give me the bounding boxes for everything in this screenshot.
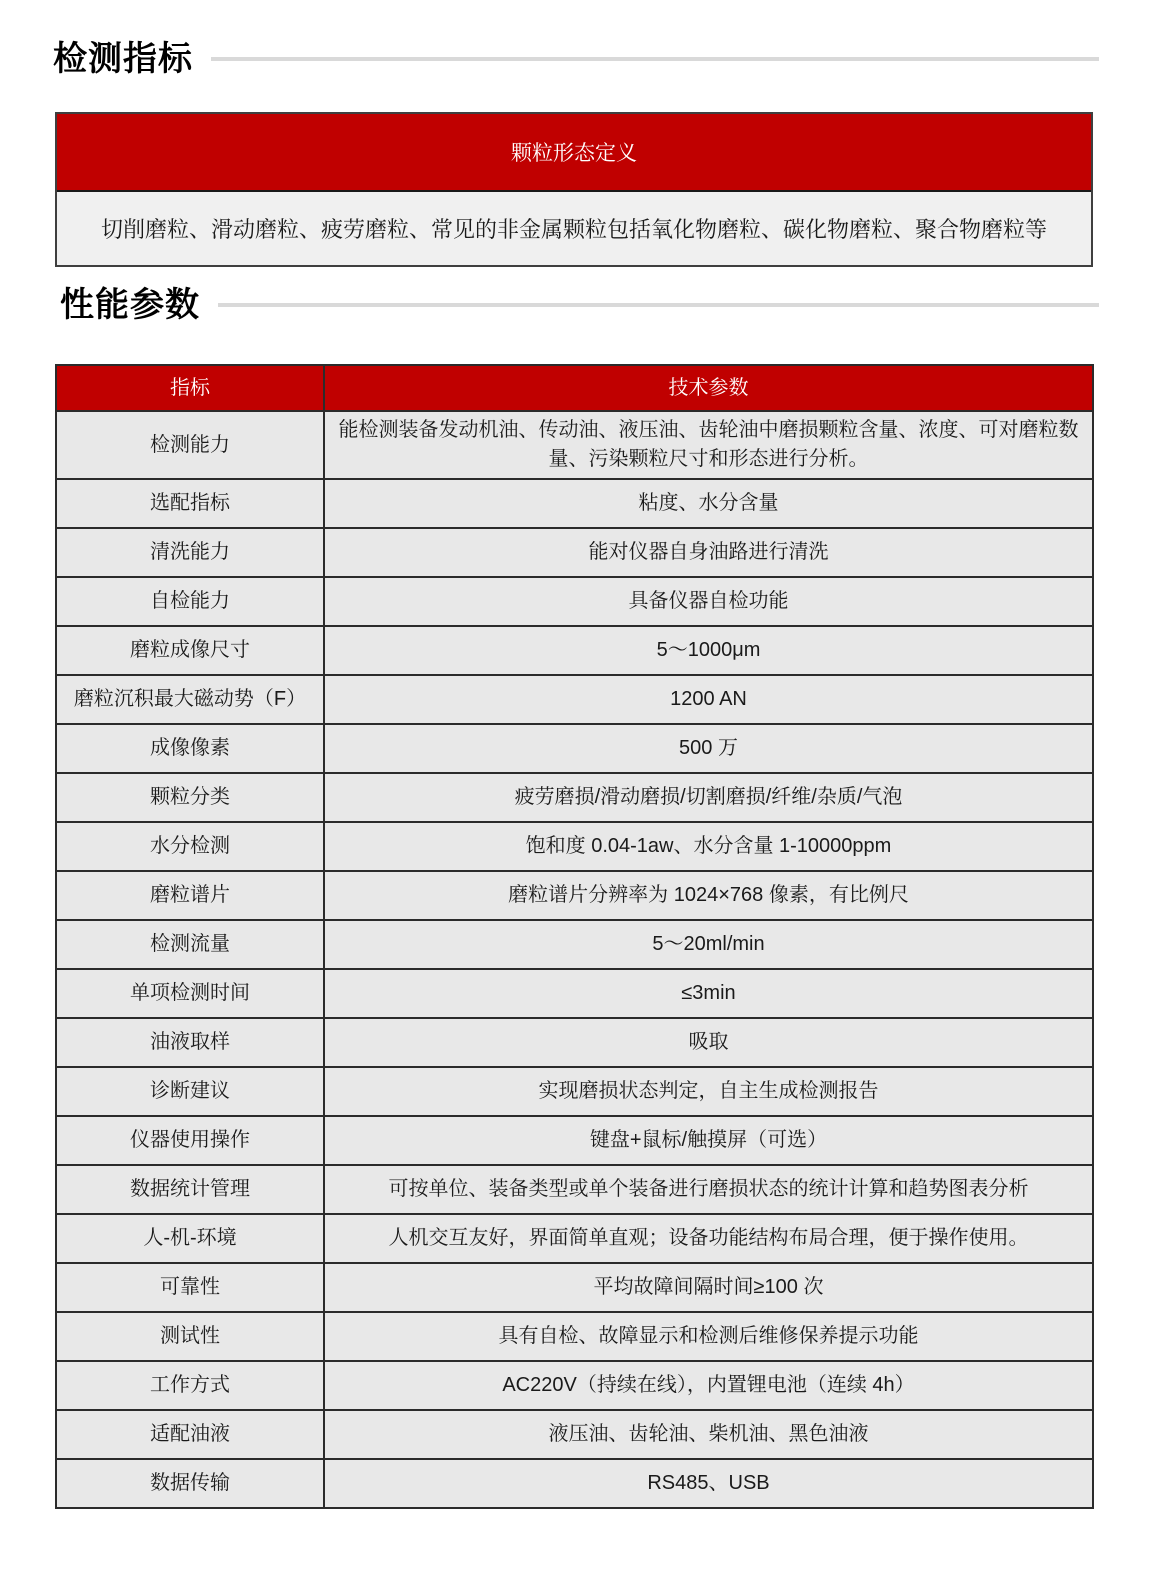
spec-value-cell: 能对仪器自身油路进行清洗 xyxy=(324,528,1093,577)
table-row xyxy=(56,1459,1093,1508)
table-row xyxy=(56,1263,1093,1312)
section-title-detection: 检测指标 xyxy=(53,40,193,78)
spec-table-header xyxy=(56,365,1093,411)
spec-value-cell: 键盘+鼠标/触摸屏（可选） xyxy=(324,1116,1093,1165)
spec-value-cell: 500 万 xyxy=(324,724,1093,773)
spec-label-cell: 检测能力 xyxy=(56,411,324,479)
particle-definition-card xyxy=(55,112,1093,267)
spec-value-cell: RS485、USB xyxy=(324,1459,1093,1508)
table-row xyxy=(56,1361,1093,1410)
table-row xyxy=(56,724,1093,773)
spec-label-cell: 清洗能力 xyxy=(56,528,324,577)
table-row xyxy=(56,1067,1093,1116)
spec-label-cell: 检测流量 xyxy=(56,920,324,969)
spec-label-cell: 人-机-环境 xyxy=(56,1214,324,1263)
table-row xyxy=(56,871,1093,920)
spec-label-cell: 数据统计管理 xyxy=(56,1165,324,1214)
spec-label-cell: 仪器使用操作 xyxy=(56,1116,324,1165)
spec-value-cell: 具有自检、故障显示和检测后维修保养提示功能 xyxy=(324,1312,1093,1361)
col-header-indicator: 指标 xyxy=(56,365,324,411)
table-row xyxy=(56,675,1093,724)
spec-label-cell: 磨粒谱片 xyxy=(56,871,324,920)
table-row xyxy=(56,773,1093,822)
spec-value-cell: 人机交互友好，界面简单直观；设备功能结构布局合理，便于操作使用。 xyxy=(324,1214,1093,1263)
spec-value-cell: 1200 AN xyxy=(324,675,1093,724)
definition-card-body: 切削磨粒、滑动磨粒、疲劳磨粒、常见的非金属颗粒包括氧化物磨粒、碳化物磨粒、聚合物磨粒等 xyxy=(57,192,1091,265)
table-row xyxy=(56,1116,1093,1165)
definition-card-header: 颗粒形态定义 xyxy=(57,114,1091,192)
title-rule xyxy=(218,303,1099,307)
table-row xyxy=(56,1410,1093,1459)
table-row xyxy=(56,528,1093,577)
spec-document-page xyxy=(0,40,1149,1571)
table-row xyxy=(56,479,1093,528)
spec-label-cell: 磨粒沉积最大磁动势（F） xyxy=(56,675,324,724)
spec-label-cell: 数据传输 xyxy=(56,1459,324,1508)
spec-table-body xyxy=(56,411,1093,1508)
table-row xyxy=(56,577,1093,626)
spec-label-cell: 单项检测时间 xyxy=(56,969,324,1018)
spec-value-cell: 吸取 xyxy=(324,1018,1093,1067)
spec-label-cell: 适配油液 xyxy=(56,1410,324,1459)
table-row xyxy=(56,1165,1093,1214)
spec-value-cell: 疲劳磨损/滑动磨损/切割磨损/纤维/杂质/气泡 xyxy=(324,773,1093,822)
col-header-parameter: 技术参数 xyxy=(324,365,1093,411)
spec-value-cell: 饱和度 0.04-1aw、水分含量 1-10000ppm xyxy=(324,822,1093,871)
table-row xyxy=(56,411,1093,479)
table-row xyxy=(56,1018,1093,1067)
table-row xyxy=(56,1312,1093,1361)
spec-label-cell: 可靠性 xyxy=(56,1263,324,1312)
spec-value-cell: 5～1000μm xyxy=(324,626,1093,675)
spec-value-cell: 具备仪器自检功能 xyxy=(324,577,1093,626)
spec-label-cell: 诊断建议 xyxy=(56,1067,324,1116)
table-row xyxy=(56,822,1093,871)
spec-value-cell: AC220V（持续在线），内置锂电池（连续 4h） xyxy=(324,1361,1093,1410)
section-performance-heading xyxy=(60,286,1099,324)
spec-value-cell: 可按单位、装备类型或单个装备进行磨损状态的统计计算和趋势图表分析 xyxy=(324,1165,1093,1214)
table-header-row xyxy=(56,365,1093,411)
table-row xyxy=(56,920,1093,969)
spec-value-cell: 能检测装备发动机油、传动油、液压油、齿轮油中磨损颗粒含量、浓度、可对磨粒数量、污染颗粒尺寸和形态进行分析。 xyxy=(324,411,1093,479)
spec-label-cell: 磨粒成像尺寸 xyxy=(56,626,324,675)
spec-value-cell: 粘度、水分含量 xyxy=(324,479,1093,528)
spec-label-cell: 选配指标 xyxy=(56,479,324,528)
table-row xyxy=(56,1214,1093,1263)
spec-label-cell: 测试性 xyxy=(56,1312,324,1361)
title-rule xyxy=(211,57,1099,61)
spec-value-cell: 液压油、齿轮油、柴机油、黑色油液 xyxy=(324,1410,1093,1459)
spec-label-cell: 水分检测 xyxy=(56,822,324,871)
spec-table xyxy=(55,364,1094,1509)
section-detection-heading xyxy=(53,40,1099,78)
spec-value-cell: 5～20ml/min xyxy=(324,920,1093,969)
spec-label-cell: 油液取样 xyxy=(56,1018,324,1067)
spec-label-cell: 工作方式 xyxy=(56,1361,324,1410)
table-row xyxy=(56,626,1093,675)
spec-value-cell: ≤3min xyxy=(324,969,1093,1018)
spec-label-cell: 成像像素 xyxy=(56,724,324,773)
spec-label-cell: 自检能力 xyxy=(56,577,324,626)
spec-value-cell: 平均故障间隔时间≥100 次 xyxy=(324,1263,1093,1312)
section-title-performance: 性能参数 xyxy=(60,286,200,324)
spec-value-cell: 磨粒谱片分辨率为 1024×768 像素，有比例尺 xyxy=(324,871,1093,920)
table-row xyxy=(56,969,1093,1018)
spec-value-cell: 实现磨损状态判定，自主生成检测报告 xyxy=(324,1067,1093,1116)
spec-label-cell: 颗粒分类 xyxy=(56,773,324,822)
